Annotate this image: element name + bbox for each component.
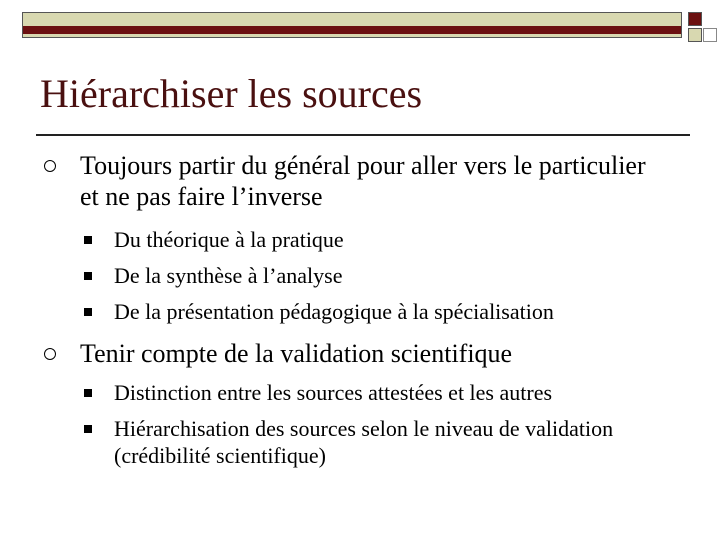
sub-point-text: Distinction entre les sources attestées et les autres (114, 380, 553, 405)
bullet-point-2 (40, 338, 680, 369)
sub-point-text: De la synthèse à l’analyse (114, 263, 343, 288)
corner-square-white (703, 28, 717, 42)
bullet-point-1 (40, 150, 680, 212)
sub-point-text: De la présentation pédagogique à la spécialisation (114, 299, 554, 324)
title-underline (36, 134, 690, 136)
sub-point-1-1 (40, 226, 680, 253)
square-bullet-icon (84, 236, 92, 244)
sub-point-text: Du théorique à la pratique (114, 227, 344, 252)
header-band-stripe (23, 26, 681, 34)
sub-point-1-3 (40, 298, 680, 325)
square-bullet-icon (84, 272, 92, 280)
bullet-point-text: Tenir compte de la validation scientifique (80, 339, 513, 368)
header-band (22, 12, 682, 38)
hollow-circle-bullet-icon (44, 160, 56, 172)
hollow-circle-bullet-icon (44, 348, 56, 360)
square-bullet-icon (84, 389, 92, 397)
square-bullet-icon (84, 308, 92, 316)
sub-point-2-2 (40, 415, 680, 469)
slide-title: Hiérarchiser les sources (40, 71, 423, 116)
bullet-point-text: Toujours partir du général pour aller vers le particulier et ne pas faire l’inverse (80, 151, 646, 211)
corner-square-light (688, 28, 702, 42)
corner-square-dark (688, 12, 702, 26)
sub-point-text: Hiérarchisation des sources selon le niveau de validation (crédibilité scientifique) (114, 416, 614, 468)
square-bullet-icon (84, 425, 92, 433)
sub-point-2-1 (40, 379, 680, 406)
sub-point-1-2 (40, 262, 680, 289)
